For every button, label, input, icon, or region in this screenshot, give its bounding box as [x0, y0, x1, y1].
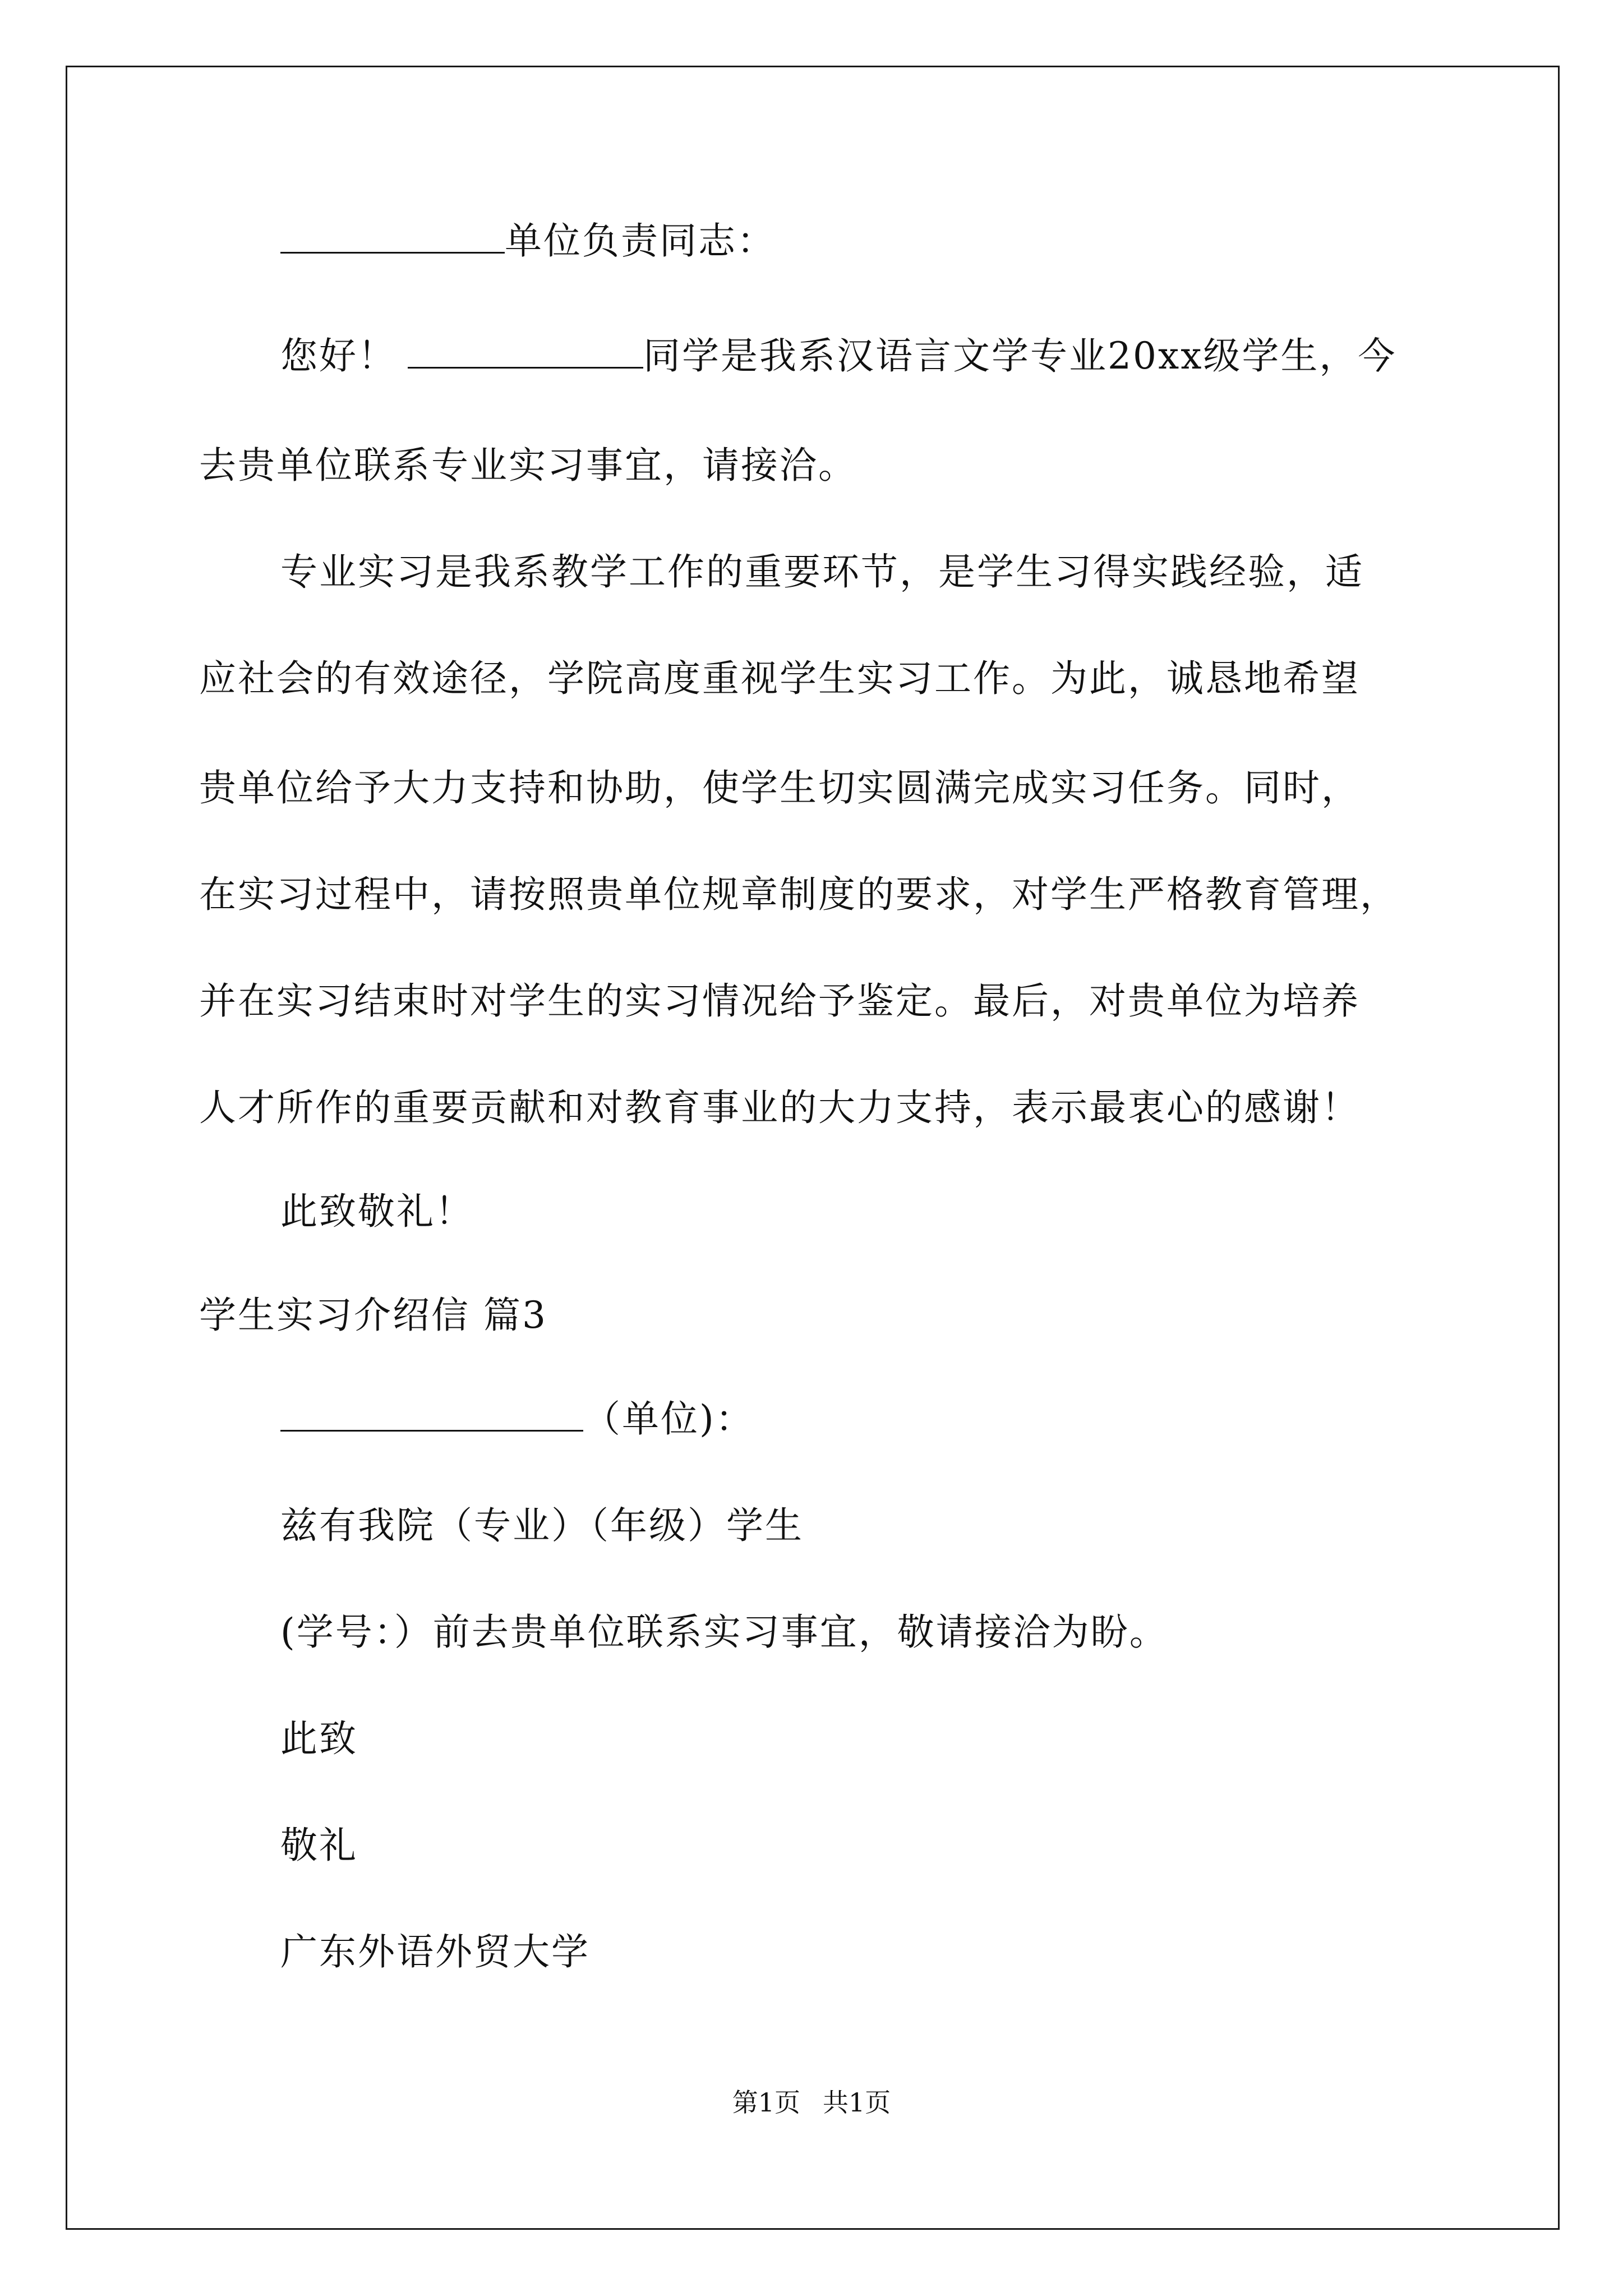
closing-1: 此致	[280, 1717, 358, 1760]
greeting-text: 同学是我系汉语言文学专业20xx级学生，今	[643, 334, 1397, 378]
body-line-5: 并在实习结束时对学生的实习情况给予鉴定。最后，对贵单位为培养	[199, 979, 1360, 1023]
page-number-current: 第1页	[732, 2087, 800, 2118]
section-heading: 学生实习介绍信 篇3	[199, 1294, 547, 1337]
unit-text: （单位)：	[583, 1397, 754, 1441]
signature: 广东外语外贸大学	[280, 1930, 590, 1973]
page-footer	[0, 2086, 1623, 2119]
body-line-4: 在实习过程中，请按照贵单位规章制度的要求，对学生严格教育管理，	[199, 873, 1399, 916]
unit-line	[280, 1394, 754, 1444]
body-line-6: 人才所作的重要贡献和对教育事业的大力支持，表示最衷心的感谢！	[199, 1086, 1360, 1129]
blank-field	[408, 334, 643, 369]
closing-line: 此致敬礼！	[280, 1190, 474, 1233]
greeting-line-2: 去贵单位联系专业实习事宜，请接洽。	[199, 444, 857, 487]
blank-field	[280, 219, 505, 254]
blank-field	[280, 1397, 583, 1432]
salutation-text: 单位负责同志：	[505, 219, 776, 263]
greeting-line	[280, 331, 1396, 381]
body-line-3: 贵单位给予大力支持和协助，使学生切实圆满完成实习任务。同时，	[199, 766, 1360, 809]
page-frame	[66, 66, 1560, 2230]
salutation-line	[280, 216, 776, 266]
body-line-2: 应社会的有效途径，学院高度重视学生实习工作。为此，诚恳地希望	[199, 657, 1360, 700]
greeting-prefix: 您好！	[280, 334, 396, 378]
intro-line: 兹有我院（专业）（年级）学生	[280, 1504, 804, 1547]
body-line-1: 专业实习是我系教学工作的重要环节，是学生习得实践经验，适	[280, 550, 1364, 593]
page-number-total: 共1页	[823, 2087, 891, 2118]
closing-2: 敬礼	[280, 1824, 358, 1867]
student-id-line: (学号：）前去贵单位联系实习事宜，敬请接洽为盼。	[280, 1611, 1168, 1654]
